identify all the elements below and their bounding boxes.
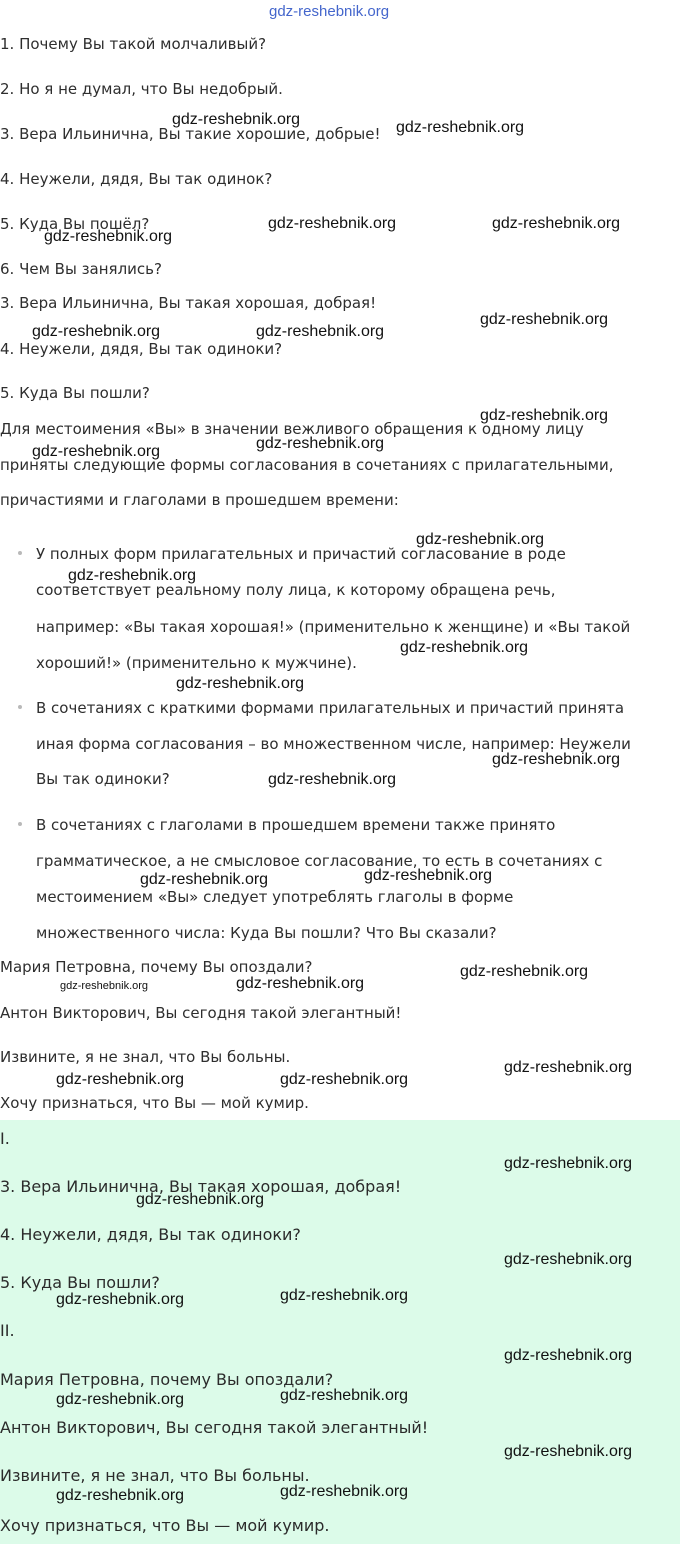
watermark: gdz-reshebnik.org [68, 567, 197, 584]
rule-line: У полных форм прилагательных и причастий согласование в роде [36, 545, 566, 563]
watermark: gdz-reshebnik.org [269, 3, 390, 20]
example-line: Антон Викторович, Вы сегодня такой элегантный! [0, 1004, 402, 1022]
exercise-line: 1. Почему Вы такой молчаливый? [0, 35, 267, 53]
watermark: gdz-reshebnik.org [492, 751, 621, 768]
watermark: gdz-reshebnik.org [480, 407, 609, 424]
rule-line: местоимением «Вы» следует употреблять глаголы в форме [36, 888, 514, 906]
watermark: gdz-reshebnik.org [256, 435, 385, 452]
intro-line: приняты следующие формы согласования в сочетаниях с прилагательными, [0, 456, 614, 474]
watermark: gdz-reshebnik.org [280, 1287, 409, 1304]
watermark: gdz-reshebnik.org [268, 771, 397, 788]
exercise-line: 2. Но я не думал, что Вы недобрый. [0, 80, 283, 98]
rule-line: грамматическое, а не смысловое согласование, то есть в сочетаниях с [36, 852, 603, 870]
watermark: gdz-reshebnik.org [280, 1071, 409, 1088]
answer-part-label: I. [0, 1129, 10, 1148]
bullet-dot [18, 822, 22, 826]
rule-line: соответствует реальному полу лица, к которому обращена речь, [36, 581, 556, 599]
rule-line: В сочетаниях с глаголами в прошедшем времени также принято [36, 816, 556, 834]
rule-line: Вы так одиноки? [36, 770, 170, 788]
watermark: gdz-reshebnik.org [460, 963, 589, 980]
watermark: gdz-reshebnik.org [136, 1191, 265, 1208]
exercise-line: 4. Неужели, дядя, Вы так одинок? [0, 170, 273, 188]
exercise-line: 4. Неужели, дядя, Вы так одиноки? [0, 340, 283, 358]
example-line: Извините, я не знал, что Вы больны. [0, 1048, 291, 1066]
answer-line: 3. Вера Ильинична, Вы такая хорошая, добрая! [0, 1177, 402, 1196]
watermark: gdz-reshebnik.org [492, 215, 621, 232]
watermark: gdz-reshebnik.org [56, 1487, 185, 1504]
watermark: gdz-reshebnik.org [56, 1291, 185, 1308]
answer-line: Извините, я не знал, что Вы больны. [0, 1466, 310, 1485]
answer-line: Мария Петровна, почему Вы опоздали? [0, 1370, 334, 1389]
exercise-line: 3. Вера Ильинична, Вы такая хорошая, добрая! [0, 294, 377, 312]
rule-line: хороший!» (применительно к мужчине). [36, 654, 357, 672]
watermark: gdz-reshebnik.org [32, 443, 161, 460]
watermark: gdz-reshebnik.org [280, 1483, 409, 1500]
watermark: gdz-reshebnik.org [268, 215, 397, 232]
bullet-dot [18, 705, 22, 709]
watermark: gdz-reshebnik.org [44, 228, 173, 245]
watermark: gdz-reshebnik.org [56, 1071, 185, 1088]
watermark: gdz-reshebnik.org [140, 871, 269, 888]
watermark: gdz-reshebnik.org [504, 1347, 633, 1364]
watermark: gdz-reshebnik.org [504, 1155, 633, 1172]
answer-line: Антон Викторович, Вы сегодня такой элегантный! [0, 1418, 429, 1437]
exercise-line: 3. Вера Ильинична, Вы такие хорошие, добрые! [0, 125, 381, 143]
watermark: gdz-reshebnik.org [56, 1391, 185, 1408]
rule-line: В сочетаниях с краткими формами прилагательных и причастий принята [36, 699, 625, 717]
watermark: gdz-reshebnik.org [504, 1251, 633, 1268]
bullet-dot [18, 551, 22, 555]
watermark: gdz-reshebnik.org [176, 675, 305, 692]
watermark: gdz-reshebnik.org [32, 323, 161, 340]
example-line: Хочу признаться, что Вы — мой кумир. [0, 1094, 309, 1112]
exercise-line: 6. Чем Вы занялись? [0, 260, 162, 278]
watermark: gdz-reshebnik.org [504, 1443, 633, 1460]
answer-line: Хочу признаться, что Вы — мой кумир. [0, 1516, 330, 1535]
watermark: gdz-reshebnik.org [480, 311, 609, 328]
watermark: gdz-reshebnik.org [416, 531, 545, 548]
answer-line: 5. Куда Вы пошли? [0, 1273, 160, 1292]
exercise-line: 5. Куда Вы пошли? [0, 384, 150, 402]
rule-line: иная форма согласования – во множественном числе, например: Неужели [36, 735, 631, 753]
watermark: gdz-reshebnik.org [504, 1059, 633, 1076]
rule-line: например: «Вы такая хорошая!» (применительно к женщине) и «Вы такой [36, 618, 631, 636]
answer-line: 4. Неужели, дядя, Вы так одиноки? [0, 1225, 301, 1244]
example-line: Мария Петровна, почему Вы опоздали? [0, 958, 313, 976]
intro-line: причастиями и глаголами в прошедшем времени: [0, 491, 399, 509]
answer-part-label: II. [0, 1321, 15, 1340]
watermark: gdz-reshebnik.org [400, 639, 529, 656]
watermark: gdz-reshebnik.org [256, 323, 385, 340]
watermark: gdz-reshebnik.org [172, 111, 301, 128]
watermark: gdz-reshebnik.org [236, 975, 365, 992]
rule-line: множественного числа: Куда Вы пошли? Что Вы сказали? [36, 924, 497, 942]
watermark: gdz-reshebnik.org [280, 1387, 409, 1404]
exercise-line: 5. Куда Вы пошёл? [0, 215, 150, 233]
watermark: gdz-reshebnik.org [396, 119, 525, 136]
intro-line: Для местоимения «Вы» в значении вежливого обращения к одному лицу [0, 420, 584, 438]
watermark: gdz-reshebnik.org [60, 980, 149, 992]
watermark: gdz-reshebnik.org [364, 867, 493, 884]
